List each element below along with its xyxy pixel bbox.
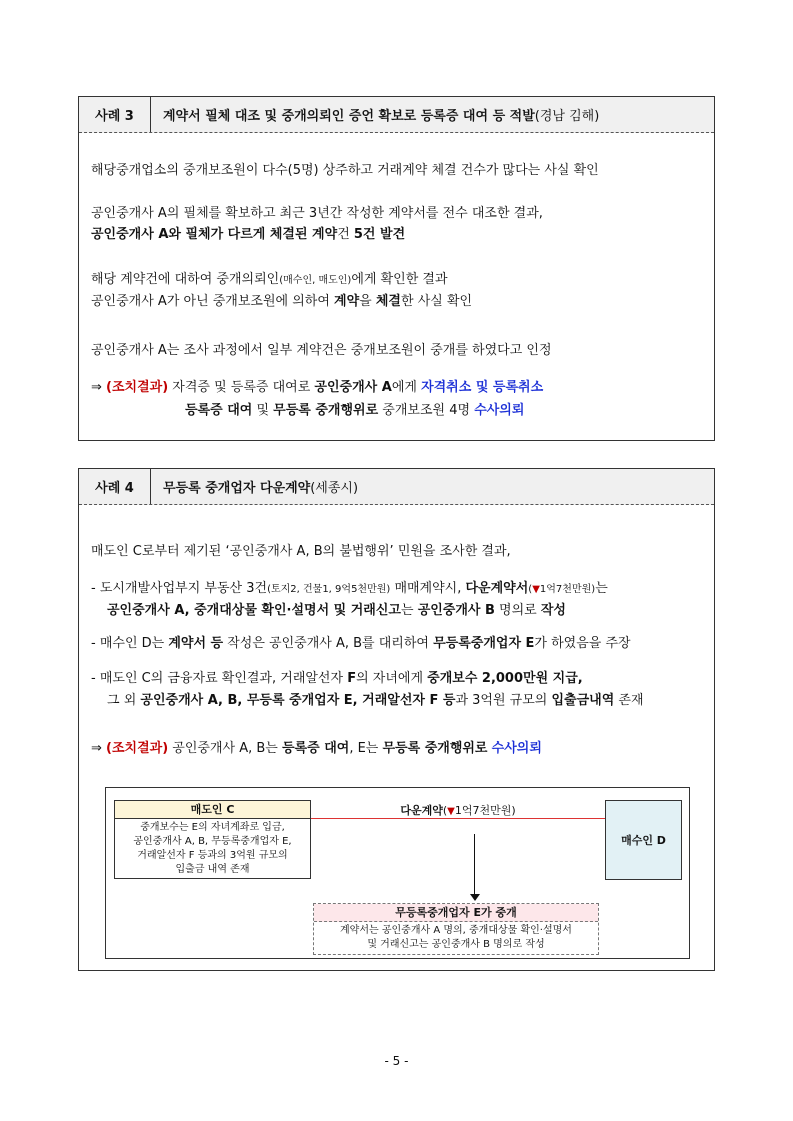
case-3-result-line-2: 등록증 대여 및 무등록 중개행위로 중개보조원 4명 수사의뢰 [185, 403, 525, 418]
case-4-box [78, 468, 715, 971]
broker-notes: 계약서는 공인중개사 A 명의, 중개대상물 확인·설명서 및 거래신고는 공인중개사 B 명의로 작성 [340, 925, 572, 950]
case-3-paragraph-1: 해당중개업소의 중개보조원이 다수(5명) 상주하고 거래계약 체결 건수가 많다는 사실 확인 [91, 163, 599, 178]
case-4-title: 무등록 중개업자 다운계약(세종시) [163, 481, 359, 496]
seller-node [114, 800, 311, 879]
case-3-box [78, 96, 715, 441]
result-label: (조치결과) [106, 380, 169, 395]
arrow-line [474, 834, 475, 896]
case-4-diagram [105, 787, 690, 959]
case-3-paragraph-3a: 해당 계약건에 대하여 중개의뢰인(매수인, 매도인)에게 확인한 결과 [91, 272, 448, 287]
down-triangle-icon: ▼ [532, 584, 540, 595]
case-4-bullet-1a: - 도시개발사업부지 부동산 3건(토지2, 건물1, 9억5천만원) 매매계약시, 다운계약서(▼1억7천만원)는 [91, 581, 608, 596]
seller-notes: 중개보수는 E의 자녀계좌로 입금, 공인중개사 A, B, 무등록중개업자 E, 거래알선자 F 등과의 3억원 규모의 입출금 내역 존재 [133, 822, 292, 875]
case-4-result-line: ⇒ (조치결과) 공인중개사 A, B는 등록증 대여, E는 무등록 중개행위로 수사의뢰 [91, 741, 542, 756]
case-3-label: 사례 3 [79, 97, 151, 132]
broker-node [313, 903, 599, 955]
case-4-label: 사례 4 [79, 469, 151, 504]
page-number: - 5 - [384, 1054, 409, 1068]
result-label: (조치결과) [106, 741, 169, 756]
case-4-region: (세종시) [310, 481, 359, 496]
case-3-paragraph-3b: 공인중개사 A가 아닌 중개보조원에 의하여 계약을 체결한 사실 확인 [91, 294, 473, 309]
case-4-bullet-3a: - 매도인 C의 금융자료 확인결과, 거래알선자 F의 자녀에게 중개보수 2,000만원 지급, [91, 671, 583, 686]
case-4-bullet-3b: 그 외 공인중개사 A, B, 무등록 중개업자 E, 거래알선자 F 등과 3억원 규모의 입출금내역 존재 [107, 693, 644, 708]
case-3-paragraph-2a: 공인중개사 A의 필체를 확보하고 최근 3년간 작성한 계약서를 전수 대조한 결과, [91, 206, 543, 221]
case-3-paragraph-2b: 공인중개사 A와 필체가 다르게 체결된 계약건 5건 발견 [91, 227, 406, 242]
seller-title: 매도인 C [115, 801, 310, 819]
case-4-bullet-2: - 매수인 D는 계약서 등 작성은 공인중개사 A, B를 대리하여 무등록중개업자 E가 하였음을 주장 [91, 636, 631, 651]
case-4-paragraph-1: 매도인 C로부터 제기된 ‘공인중개사 A, B의 불법행위’ 민원을 조사한 결과, [91, 544, 511, 559]
down-contract-label: 다운계약(▼1억7천만원) [400, 804, 516, 817]
case-3-title: 계약서 필체 대조 및 중개의뢰인 증언 확보로 등록증 대여 등 적발(경남 김해) [163, 109, 600, 124]
arrow-down-icon [470, 894, 480, 901]
case-3-result-line-1: ⇒ (조치결과) 자격증 및 등록증 대여로 공인중개사 A에게 자격취소 및 등록취소 [91, 380, 544, 395]
case-3-header [79, 97, 714, 133]
down-triangle-icon: ▼ [447, 806, 455, 817]
case-3-region: (경남 김해) [534, 109, 600, 124]
case-4-bullet-1b: 공인중개사 A, 중개대상물 확인·설명서 및 거래신고는 공인중개사 B 명의로 작성 [107, 603, 566, 618]
case-3-paragraph-4: 공인중개사 A는 조사 과정에서 일부 계약건은 중개보조원이 중개를 하였다고 인정 [91, 343, 552, 358]
broker-title: 무등록중개업자 E가 중개 [314, 904, 598, 922]
buyer-node: 매수인 D [605, 800, 682, 880]
case-4-header [79, 469, 714, 505]
contract-line [311, 818, 605, 819]
